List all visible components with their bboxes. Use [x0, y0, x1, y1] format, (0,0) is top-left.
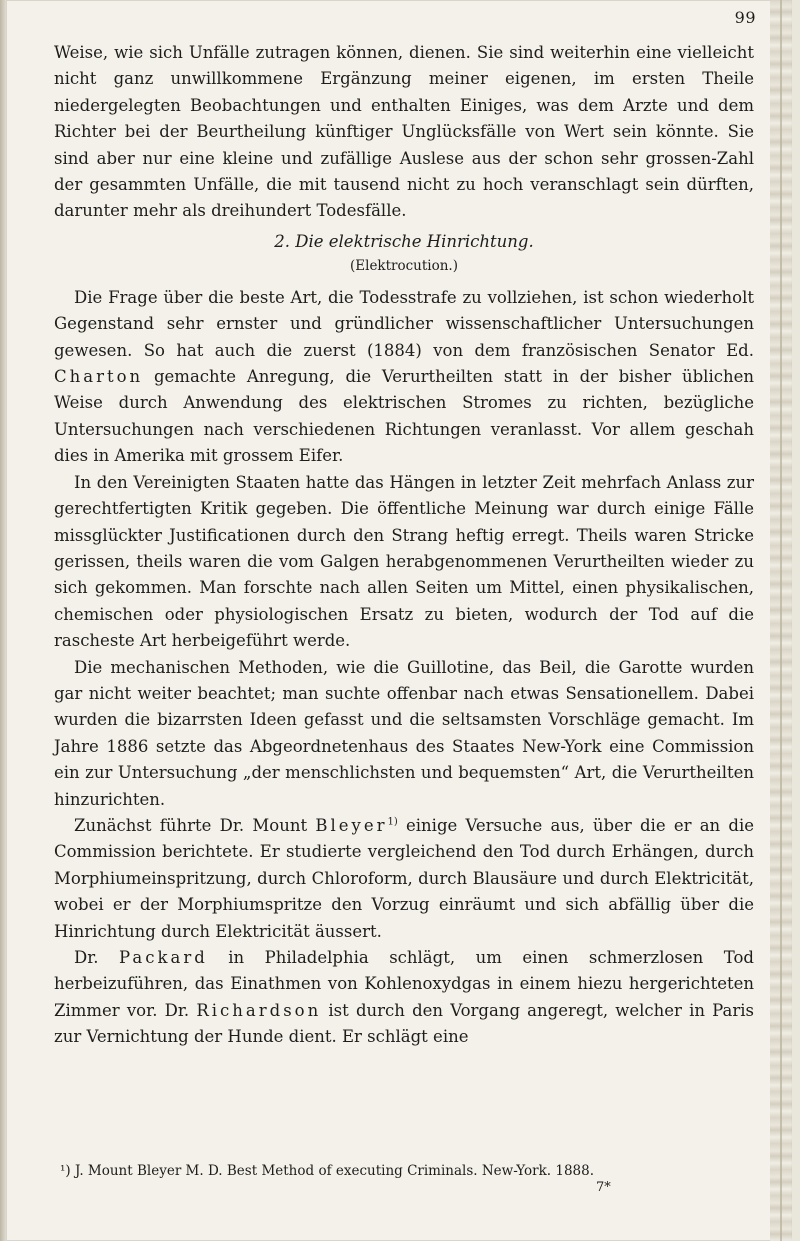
- footnote: ¹) J. Mount Bleyer M. D. Best Method of executing Criminals. New-York. 1888.: [60, 1163, 595, 1179]
- page-number: 99: [734, 8, 756, 27]
- name-richardson: Richardson: [196, 1000, 322, 1020]
- paragraph-text: ist durch den Vorgang angeregt, welcher in Paris zur Vernichtung der Hunde dient. Er schlägt eine: [54, 1000, 755, 1047]
- paragraph-text: einige Versuche aus, über die er an die Commission berichtete. Er studierte vergleichend den Tod durch Erhängen, durch Morphiumeinspritzung, durch Chloroform, durch Blausäure und durch Elektricität, wobei er der Morphiumspritze den Vorzug einräumt und sich abfällig über die Hinrichtung durch Elektricität äussert.: [54, 815, 755, 941]
- page-body: [54, 40, 754, 1051]
- section-heading: 2. Die elektrische Hinrichtung.: [274, 231, 534, 251]
- footnote-marker: 1): [387, 816, 398, 828]
- paragraph-text: Die Frage über die beste Art, die Todesstrafe zu vollziehen, ist schon wiederholt Gegenstand sehr ernster und gründlicher wissenschaftlicher Untersuchungen gewesen. So hat auch die zuerst (1884) von dem französischen Senator Ed.: [54, 287, 754, 360]
- paragraph-intro: Weise, wie sich Unfälle zutragen können, dienen. Sie sind weiterhin eine vielleicht nicht ganz unwillkommene Ergänzung meiner eigenen, im ersten Theile niedergelegten Beobachtungen und enthalten Einiges, was dem Arzte und dem Richter bei der Beurtheilung künftiger Unglücksfälle von Wert sein könnte. Sie sind aber nur eine kleine und zufällige Auslese aus der schon sehr grossen-Zahl der gesammten Unfälle, die mit tausend nicht zu hoch veranschlagt sein dürften, darunter mehr als dreihundert Todesfälle.: [54, 43, 754, 221]
- name-packard: Packard: [119, 948, 208, 967]
- page-edge-line: [780, 0, 782, 1241]
- name-bleyer: Bleyer: [315, 815, 388, 835]
- book-page: [6, 0, 792, 1241]
- paragraph-text: Dr.: [74, 948, 120, 967]
- paragraph-packard: [54, 945, 754, 1051]
- section-subheading: (Elektrocution.): [350, 257, 458, 274]
- name-charton: Charton: [54, 367, 144, 387]
- sheet-signature: 7*: [596, 1180, 611, 1195]
- paragraph-text: in Philadelphia schlägt, um einen schmerzlosen Tod herbeizuführen, das Einathmen von Kohlenoxydgas in einem hiezu hergerichteten Zimmer vor. Dr.: [54, 948, 754, 1020]
- paragraph-usa: In den Vereinigten Staaten hatte das Hängen in letzter Zeit mehrfach Anlass zur gerechtfertigten Kritik gegeben. Die öffentliche Meinung war durch einige Fälle missglückter Justificationen durch den Strang heftig erregt. Theils waren Stricke gerissen, theils waren die vom Galgen herabgenommenen Verurtheilten wieder zu sich gekommen. Man forschte nach allen Seiten um Mittel, einen physikalischen, chemischen oder physiologischen Ersatz zu bieten, wodurch der Tod auf die rascheste Art herbeigeführt werde.: [54, 472, 754, 651]
- paragraph-text: gemachte Anregung, die Verurtheilten statt in der bisher üblichen Weise durch Anwendung des elektrischen Stromes zu richten, bezügliche Untersuchungen nach verschiedenen Richtungen veranlasst. Vor allem geschah dies in Amerika mit grossem Eifer.: [54, 367, 754, 466]
- paragraph-methods: Die mechanischen Methoden, wie die Guillotine, das Beil, die Garotte wurden gar nicht weiter beachtet; man suchte offenbar nach etwas Sensationellem. Dabei wurden die bizarrsten Ideen gefasst und die seltsamsten Vorschläge gemacht. Im Jahre 1886 setzte das Abgeordnetenhaus des Staates New-York eine Commission ein zur Untersuchung „der menschlichsten und bequemsten“ Art, die Verurtheilten hinzurichten.: [54, 657, 754, 809]
- paragraph-text: Zunächst führte Dr. Mount: [74, 815, 316, 835]
- paragraph-bleyer: [54, 813, 754, 945]
- paragraph-charton: [54, 285, 754, 470]
